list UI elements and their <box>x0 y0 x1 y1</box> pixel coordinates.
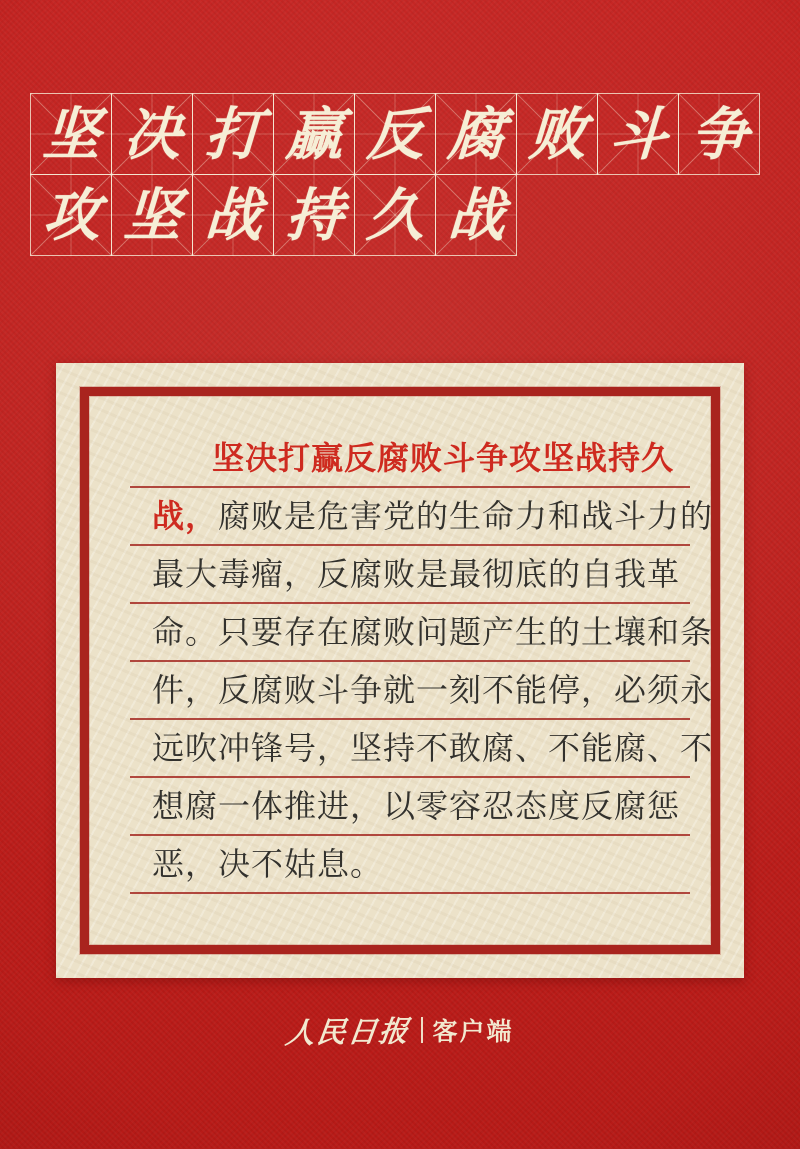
headline-grid-row-2 <box>30 174 517 256</box>
quote-line <box>130 488 714 546</box>
grid-cell <box>192 174 274 256</box>
headline-character: 决 <box>121 100 183 168</box>
quote-card <box>56 363 744 978</box>
quote-line <box>130 778 690 836</box>
quote-line <box>130 662 714 720</box>
quote-text: 命。只要存在腐败问题产生的土壤和条 <box>152 614 714 650</box>
grid-cell <box>597 93 679 175</box>
headline-character: 战 <box>202 181 264 249</box>
headline-character: 坚 <box>121 181 183 249</box>
grid-cell <box>435 93 517 175</box>
headline-character: 攻 <box>40 181 102 249</box>
grid-cell <box>111 93 193 175</box>
headline-character: 赢 <box>283 100 345 168</box>
brand-logo <box>0 1008 800 1052</box>
quote-text: 远吹冲锋号，坚持不敢腐、不能腐、不 <box>152 730 714 766</box>
headline-character: 久 <box>364 181 426 249</box>
logo-divider <box>421 1017 423 1043</box>
grid-cell <box>354 174 436 256</box>
grid-cell <box>273 174 355 256</box>
grid-cell <box>354 93 436 175</box>
headline-character: 坚 <box>40 100 102 168</box>
quote-line <box>130 836 690 894</box>
quote-line <box>130 546 690 604</box>
headline-character: 战 <box>445 181 507 249</box>
quote-card-content <box>130 396 714 945</box>
headline-character: 败 <box>526 100 588 168</box>
headline-character: 腐 <box>445 100 507 168</box>
headline-character: 打 <box>202 100 264 168</box>
client-label: 客户端 <box>432 1018 514 1046</box>
peoples-daily-wordmark: 人民日报 <box>284 1013 413 1050</box>
headline-grid-row-1 <box>30 93 760 175</box>
quote-card-frame <box>80 387 720 954</box>
grid-cell <box>192 93 274 175</box>
grid-cell <box>30 174 112 256</box>
quote-text: 腐败是危害党的生命力和战斗力的 <box>218 498 714 534</box>
grid-cell <box>435 174 517 256</box>
grid-cell <box>678 93 760 175</box>
quote-line <box>130 604 714 662</box>
headline-character: 持 <box>283 181 345 249</box>
quote-line <box>130 396 690 488</box>
grid-cell <box>30 93 112 175</box>
grid-cell <box>111 174 193 256</box>
quote-text-emphasis: 战， <box>152 498 219 534</box>
quote-text: 最大毒瘤，反腐败是最彻底的自我革 <box>152 556 681 592</box>
quote-line <box>130 720 714 778</box>
headline-character: 反 <box>364 100 426 168</box>
quote-text: 想腐一体推进，以零容忍态度反腐惩 <box>152 788 681 824</box>
grid-cell <box>273 93 355 175</box>
quote-text: 恶，决不姑息。 <box>152 846 384 882</box>
quote-text-emphasis: 坚决打赢反腐败斗争攻坚战持久 <box>212 440 675 476</box>
headline-character: 争 <box>688 100 750 168</box>
headline-character: 斗 <box>607 100 669 168</box>
quote-text: 件，反腐败斗争就一刻不能停，必须永 <box>152 672 714 708</box>
grid-cell <box>516 93 598 175</box>
